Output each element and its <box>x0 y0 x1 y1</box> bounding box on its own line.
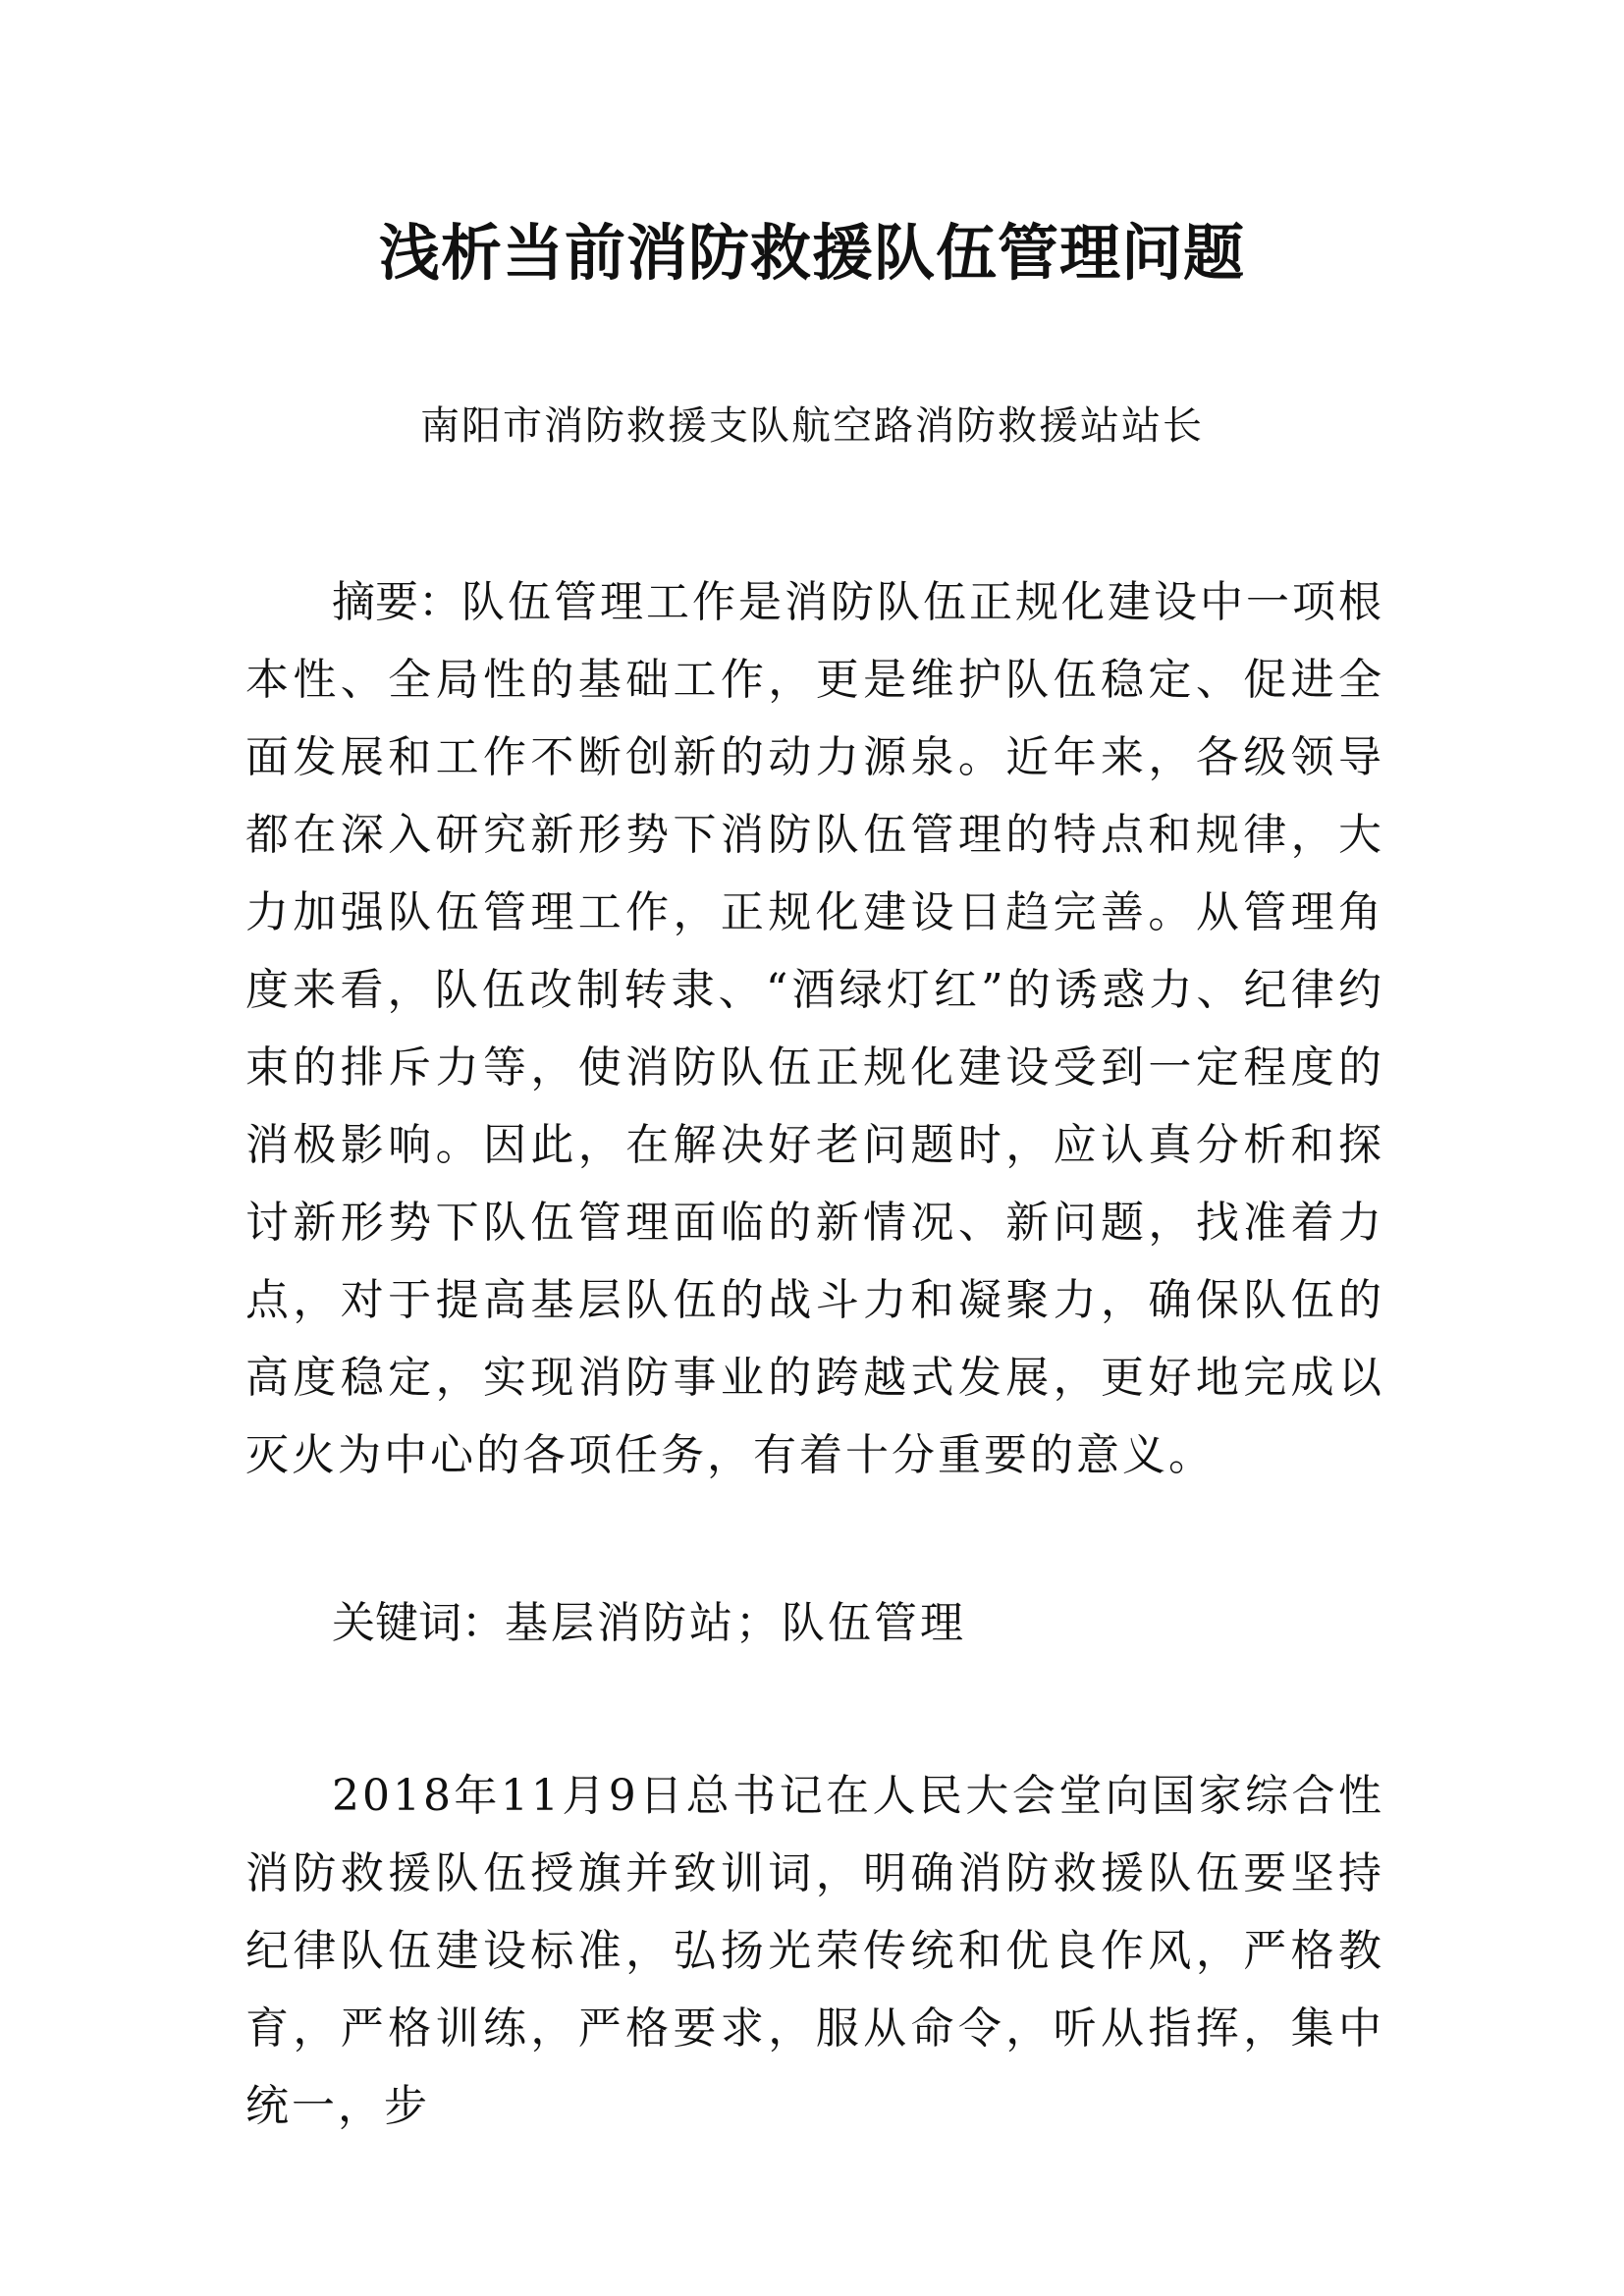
keywords-label: 关键词： <box>332 1598 505 1648</box>
keywords-line <box>245 1584 1384 1662</box>
abstract-label: 摘要： <box>332 577 461 627</box>
abstract-paragraph <box>245 563 1384 1494</box>
body-paragraph: 2018年11月9日总书记在人民大会堂向国家综合性消防救援队伍授旗并致训词，明确消防救援队伍要坚持纪律队伍建设标准，弘扬光荣传统和优良作风，严格教育，严格训练，严格要求，服从命令，听从指挥，集中统一，步 <box>245 1771 1384 2131</box>
document-title: 浅析当前消防救援队伍管理问题 <box>378 217 1245 289</box>
abstract-text: 队伍管理工作是消防队伍正规化建设中一项根本性、全局性的基础工作，更是维护队伍稳定、促进全面发展和工作不断创新的动力源泉。近年来，各级领导都在深入研究新形势下消防队伍管理的特点和规律，大力加强队伍管理工作，正规化建设日趋完善。从管理角度来看，队伍改制转隶、“酒绿灯红”的诱惑力、纪律约束的排斥力等，使消防队伍正规化建设受到一定程度的消极影响。因此，在解决好老问题时，应认真分析和探讨新形势下队伍管理面临的新情况、新问题，找准着力点，对于提高基层队伍的战斗力和凝聚力，确保队伍的高度稳定，实现消防事业的跨越式发展，更好地完成以灭火为中心的各项任务，有着十分重要的意义。 <box>245 577 1384 1480</box>
author-affiliation: 南阳市消防救援支队航空路消防救援站站长 <box>420 403 1204 449</box>
keywords-text: 基层消防站；队伍管理 <box>505 1598 966 1648</box>
body-text <box>245 1757 1384 2145</box>
